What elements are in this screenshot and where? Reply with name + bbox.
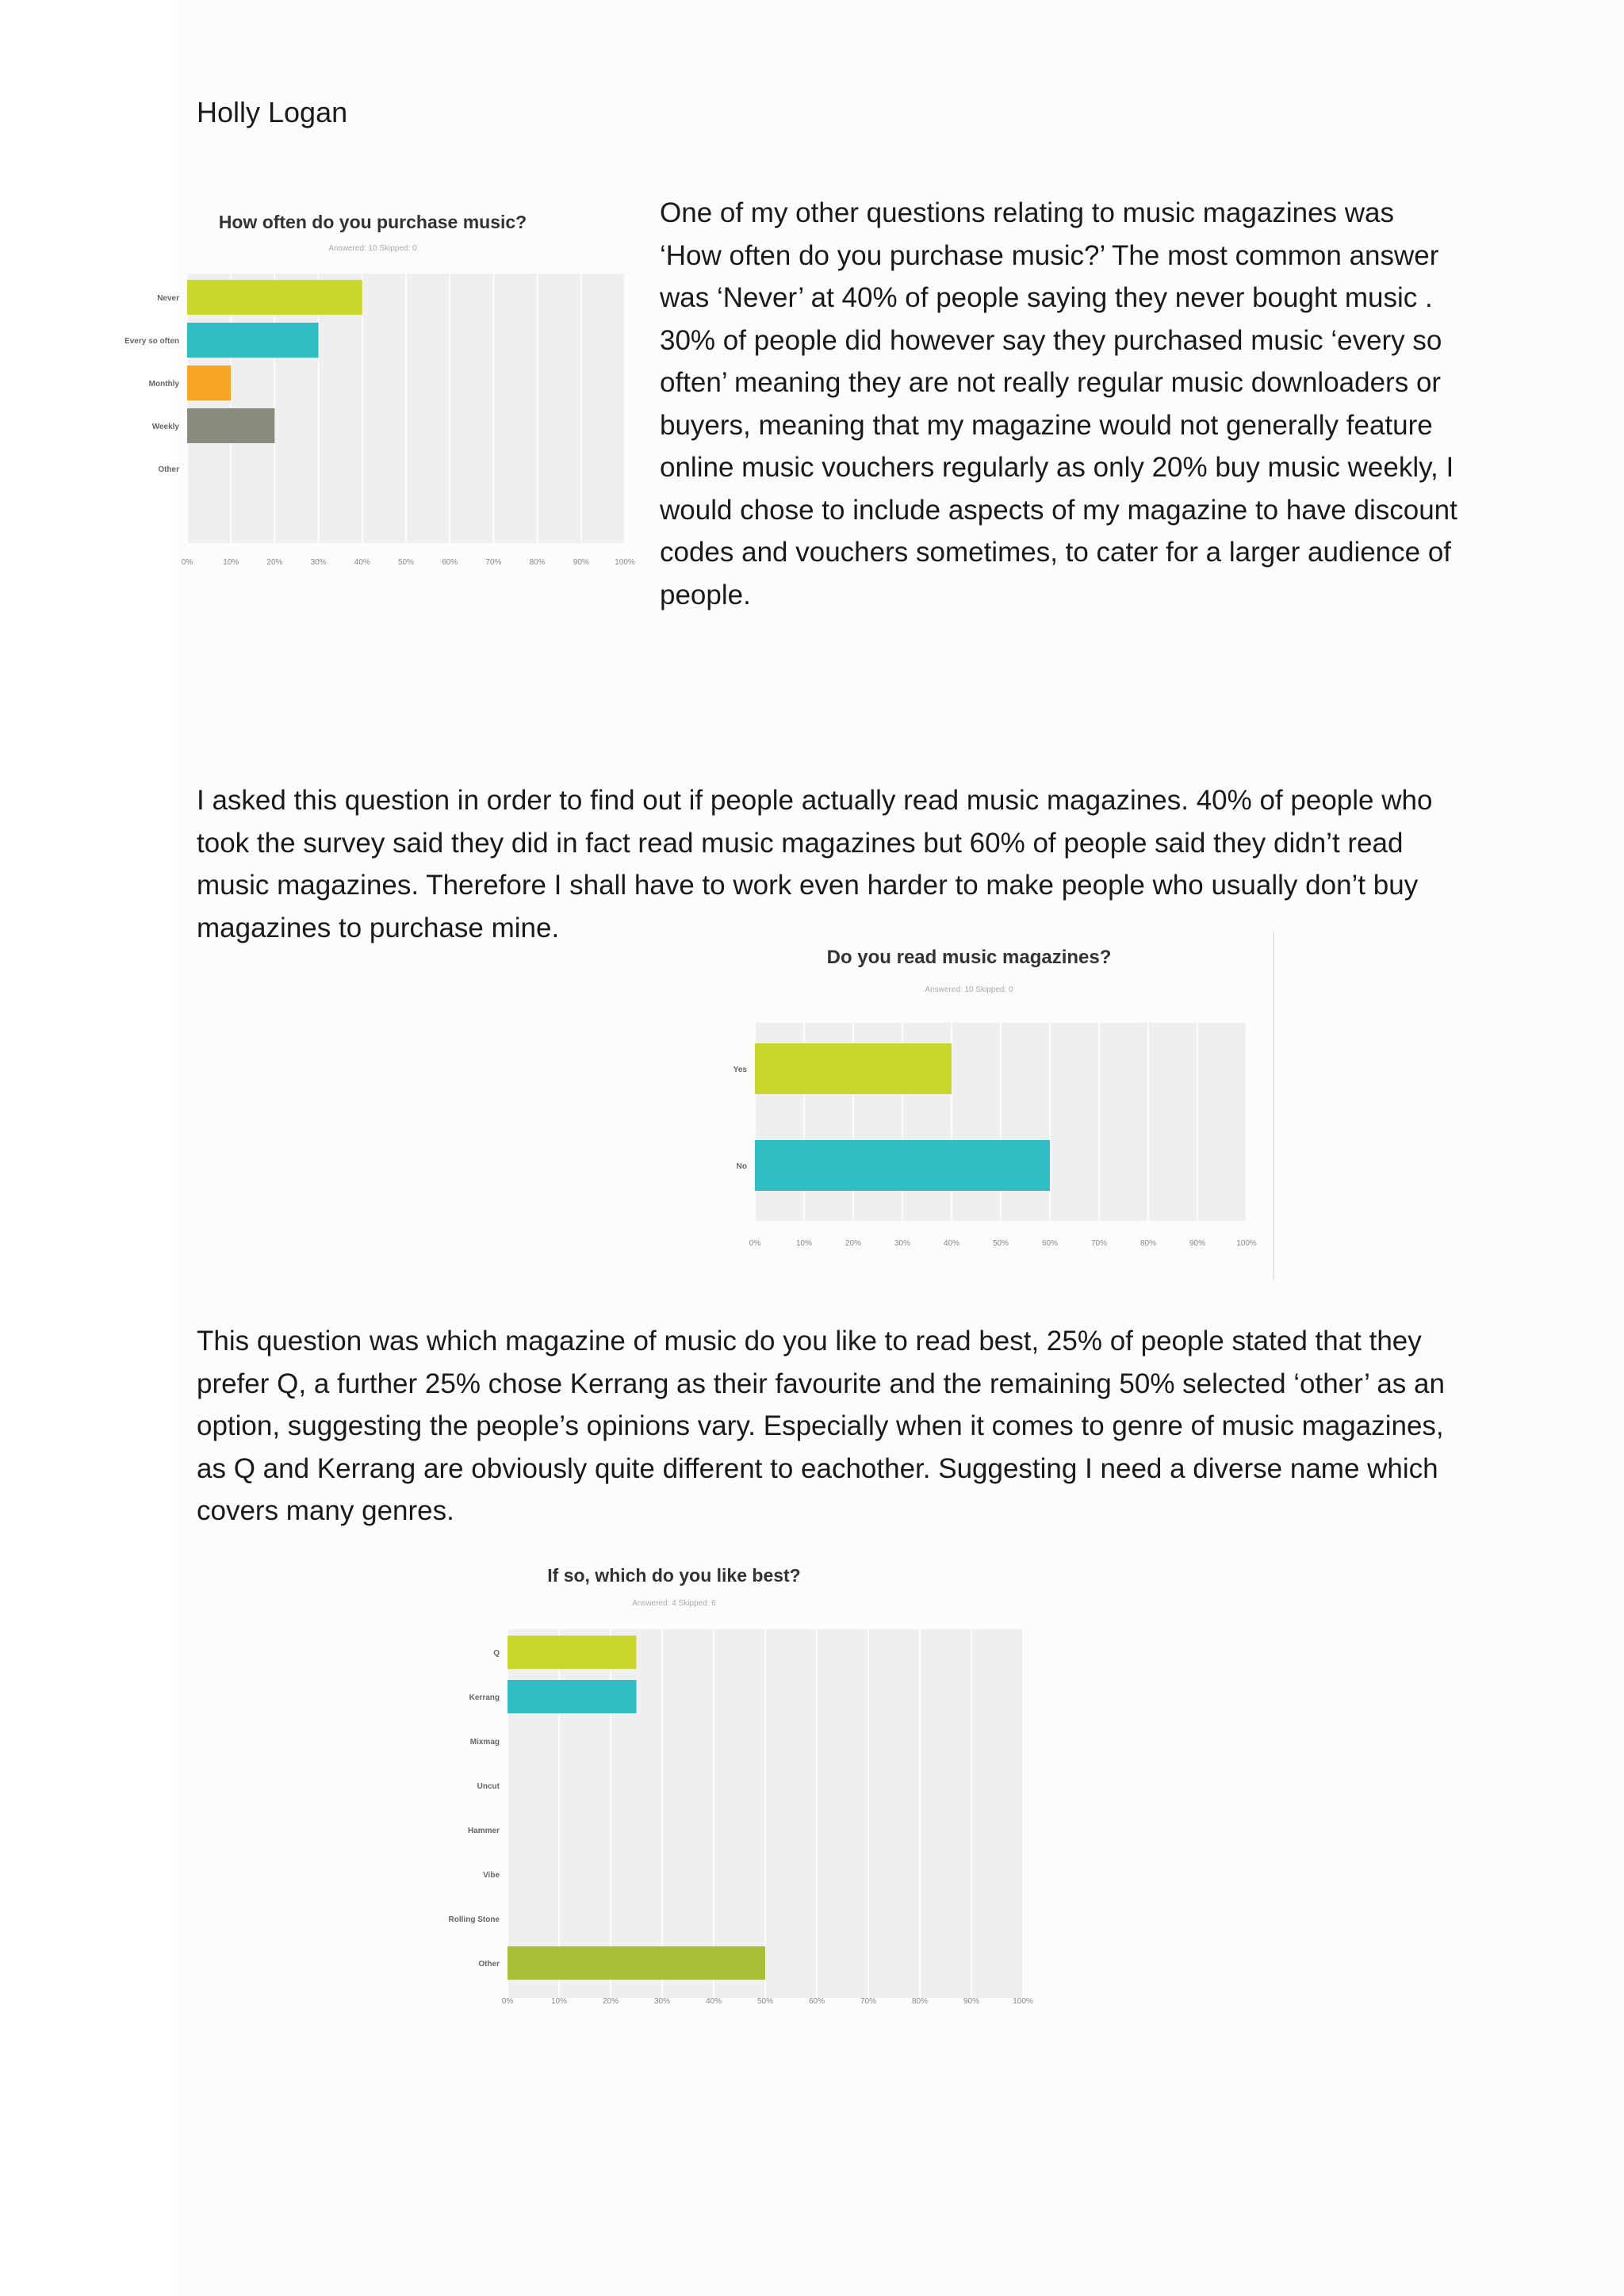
x-tick-label: 30% <box>653 1997 671 2006</box>
bar-other <box>508 1946 765 1980</box>
bar-weekly <box>187 408 274 443</box>
x-tick-label: 40% <box>705 1997 722 2006</box>
chart-subtitle: Answered: 4 Skipped: 6 <box>632 1599 716 1608</box>
category-label: Other <box>158 465 179 474</box>
x-tick-label: 0% <box>181 558 193 567</box>
chart-title: If so, which do you like best? <box>547 1565 801 1586</box>
category-label: Uncut <box>477 1782 500 1791</box>
x-tick-label: 30% <box>894 1239 911 1248</box>
chart-title: Do you read music magazines? <box>826 947 1112 968</box>
x-tick-label: 90% <box>963 1997 980 2006</box>
x-tick-label: 30% <box>310 558 327 567</box>
x-tick-label: 40% <box>943 1239 960 1248</box>
category-label: No <box>736 1162 747 1171</box>
category-label: Kerrang <box>469 1693 500 1702</box>
x-tick-label: 20% <box>602 1997 619 2006</box>
x-tick-label: 70% <box>485 558 502 567</box>
x-tick-label: 0% <box>501 1997 514 2006</box>
x-tick-label: 100% <box>615 558 635 567</box>
x-tick-label: 80% <box>1139 1239 1157 1248</box>
x-tick-label: 10% <box>795 1239 813 1248</box>
x-tick-label: 0% <box>749 1239 761 1248</box>
x-tick-label: 100% <box>1236 1239 1257 1248</box>
category-label: Q <box>493 1649 500 1658</box>
chart-purchase-frequency <box>103 198 642 618</box>
x-tick-label: 60% <box>442 558 458 567</box>
category-label: Yes <box>733 1066 747 1074</box>
chart-favourite-magazine <box>444 1558 1031 2034</box>
paragraph-purchase-frequency: One of my other questions relating to music magazines was ‘How often do you purchase music?’ The most common answer was ‘Never’ at 40% of people saying they never bought music . 30% of people did however say they purchased music ‘every so often’ meaning they are not really regular music downloaders or buyers, meaning that my magazine would not generally feature online music vouchers regularly as only 20% buy music weekly, I would chose to include aspects of my magazine to have discount codes and vouchers sometimes, to cater for a larger audience of people. <box>660 197 1457 610</box>
paragraph-read-magazines: I asked this question in order to find out if people actually read music magazines. 40% of people who took the survey said they did in fact read music magazines but 60% of people said they didn’t read music magazines. Therefore I shall have to work even harder to make people who usually don’t buy magazines to purchase mine. <box>197 785 1433 943</box>
category-label: Mixmag <box>469 1738 500 1747</box>
author-name: Holly Logan <box>197 96 348 128</box>
x-tick-label: 60% <box>1041 1239 1059 1248</box>
bar-monthly <box>187 365 231 400</box>
bar-no <box>755 1140 1050 1191</box>
x-tick-label: 10% <box>223 558 239 567</box>
category-label: Rolling Stone <box>448 1915 500 1924</box>
chart-svg <box>444 1558 1031 2034</box>
category-label: Hammer <box>467 1827 500 1835</box>
x-tick-label: 50% <box>397 558 415 567</box>
x-tick-label: 90% <box>573 558 589 567</box>
x-tick-label: 80% <box>911 1997 929 2006</box>
x-tick-label: 40% <box>354 558 370 567</box>
chart-svg <box>698 932 1285 1304</box>
category-label: Monthly <box>148 380 179 388</box>
bar-every-so-often <box>187 323 319 358</box>
x-tick-label: 90% <box>1189 1239 1206 1248</box>
category-label: Other <box>478 1960 500 1969</box>
x-tick-label: 50% <box>992 1239 1009 1248</box>
x-tick-label: 50% <box>756 1997 774 2006</box>
x-tick-label: 80% <box>529 558 546 567</box>
chart-read-magazines <box>698 932 1285 1304</box>
x-tick-label: 100% <box>1013 1997 1033 2006</box>
chart-svg <box>103 198 642 618</box>
paragraph-favourite-magazine: This question was which magazine of music do you like to read best, 25% of people stated that they prefer Q, a further 25% chose Kerrang as their favourite and the remaining 50% selected ‘other’ as an option, suggesting the people’s opinions vary. Especially when it comes to genre of music magazines, as Q and Kerrang are obviously quite different to eachother. Suggesting I need a diverse name which covers many genres. <box>197 1326 1445 1526</box>
x-tick-label: 20% <box>845 1239 862 1248</box>
category-label: Never <box>157 294 179 303</box>
chart-title: How often do you purchase music? <box>218 212 527 232</box>
bar-q <box>508 1636 637 1669</box>
chart-subtitle: Answered: 10 Skipped: 0 <box>925 985 1013 994</box>
category-label: Every so often <box>124 337 179 346</box>
x-tick-label: 70% <box>860 1997 877 2006</box>
bar-yes <box>755 1043 952 1094</box>
x-tick-label: 20% <box>266 558 283 567</box>
x-tick-label: 70% <box>1090 1239 1108 1248</box>
category-label: Vibe <box>483 1871 500 1880</box>
x-tick-label: 60% <box>808 1997 825 2006</box>
x-tick-label: 10% <box>550 1997 568 2006</box>
bar-kerrang <box>508 1680 637 1713</box>
category-label: Weekly <box>151 423 179 431</box>
bar-never <box>187 280 362 315</box>
chart-subtitle: Answered: 10 Skipped: 0 <box>328 244 417 253</box>
